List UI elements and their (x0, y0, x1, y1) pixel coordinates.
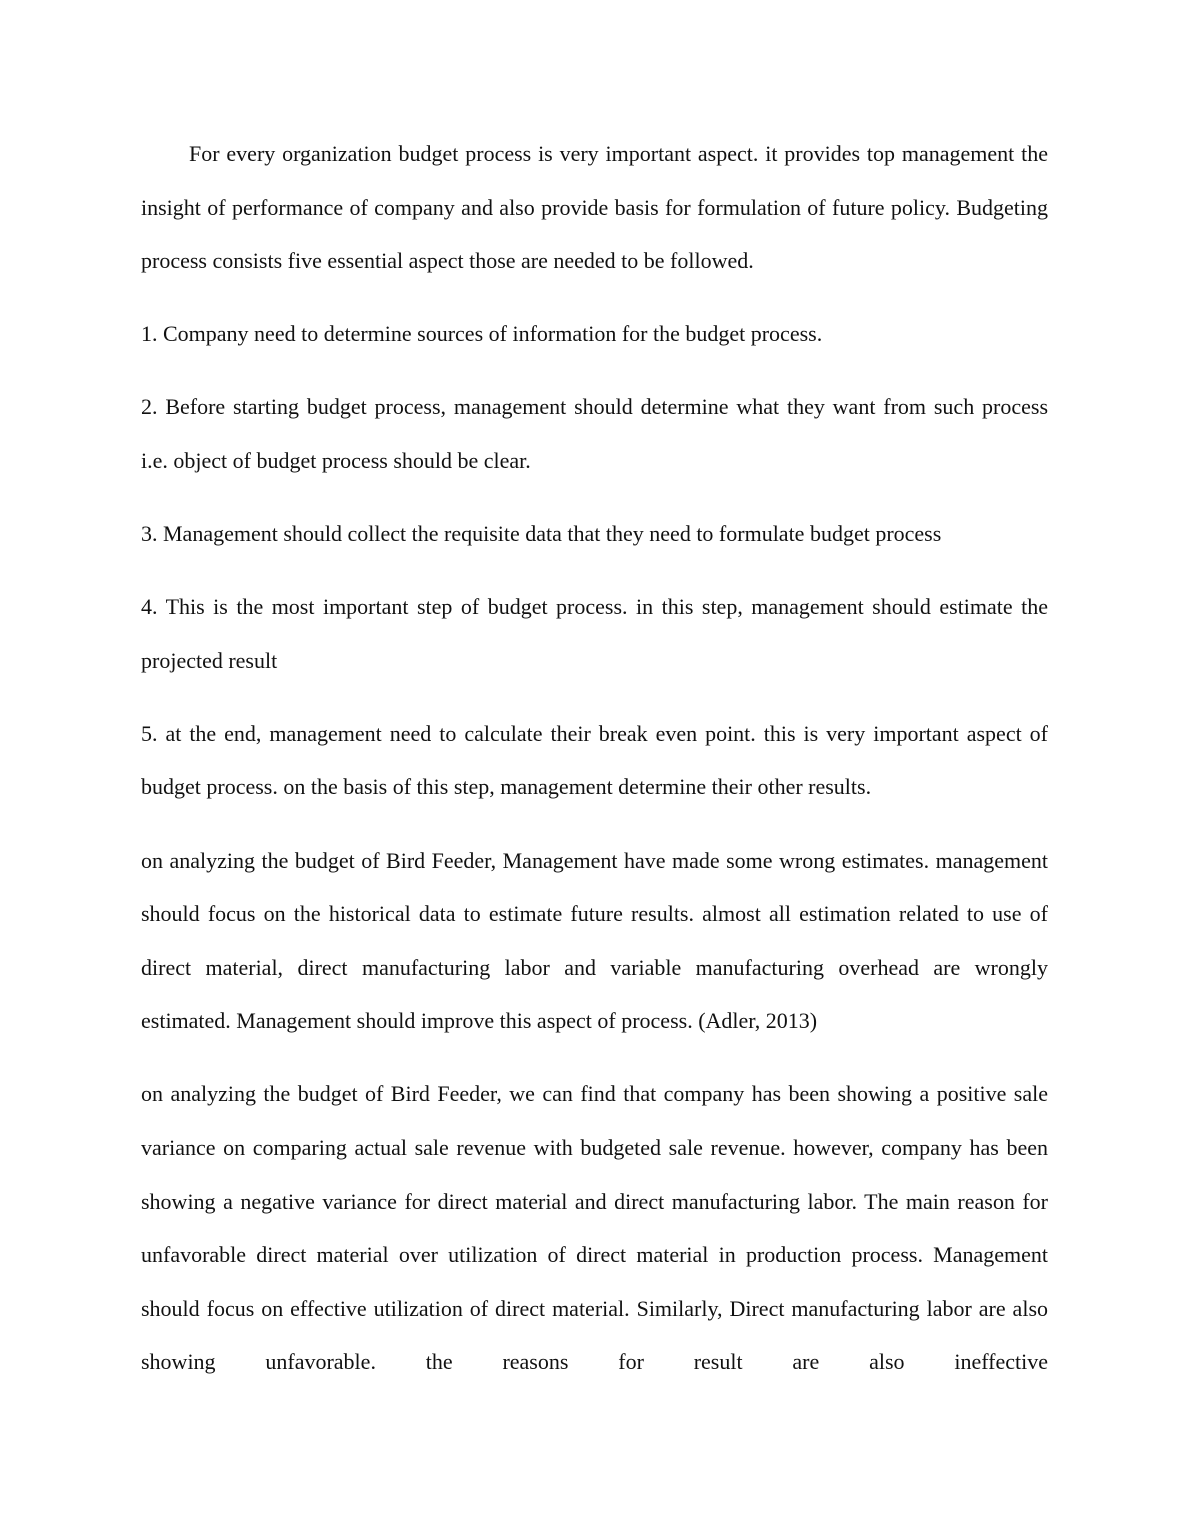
list-item-2: 2. Before starting budget process, management should determine what they want from such process i.e. object of budget process should be clear. (141, 394, 1048, 473)
list-item-3: 3. Management should collect the requisite data that they need to formulate budget process (141, 521, 942, 547)
intro-paragraph: For every organization budget process is very important aspect. it provides top management the insight of performance of company and also provide basis for formulation of future policy. Budgeting process consists five essential aspect those are needed to be followed. (141, 141, 1048, 274)
analysis-paragraph-estimates: on analyzing the budget of Bird Feeder, Management have made some wrong estimates. management should focus on the historical data to estimate future results. almost all estimation related to use of direct material, direct manufacturing labor and variable manufacturing overhead are wrongly estimated. Management should improve this aspect of process. (Adler, 2013) (141, 847, 1048, 1034)
list-item-5: 5. at the end, management need to calculate their break even point. this is very important aspect of budget process. on the basis of this step, management determine their other results. (141, 720, 1048, 800)
analysis-paragraph-variance: on analyzing the budget of Bird Feeder, we can find that company has been showing a positive sale variance on comparing actual sale revenue with budgeted sale revenue. however, company has been showing a negative variance for direct material and direct manufacturing labor. The main reason for unfavorable direct material over utilization of direct material in production process. Management should focus on effective utilization of direct material. Similarly, Direct manufacturing labor are also showing unfavorable. the reasons for result are also ineffective (141, 1081, 1048, 1375)
list-item-4: 4. This is the most important step of budget process. in this step, management should estimate the projected result (141, 594, 1048, 673)
document-page (141, 127, 1048, 1408)
list-item-1: 1. Company need to determine sources of information for the budget process. (141, 321, 823, 347)
